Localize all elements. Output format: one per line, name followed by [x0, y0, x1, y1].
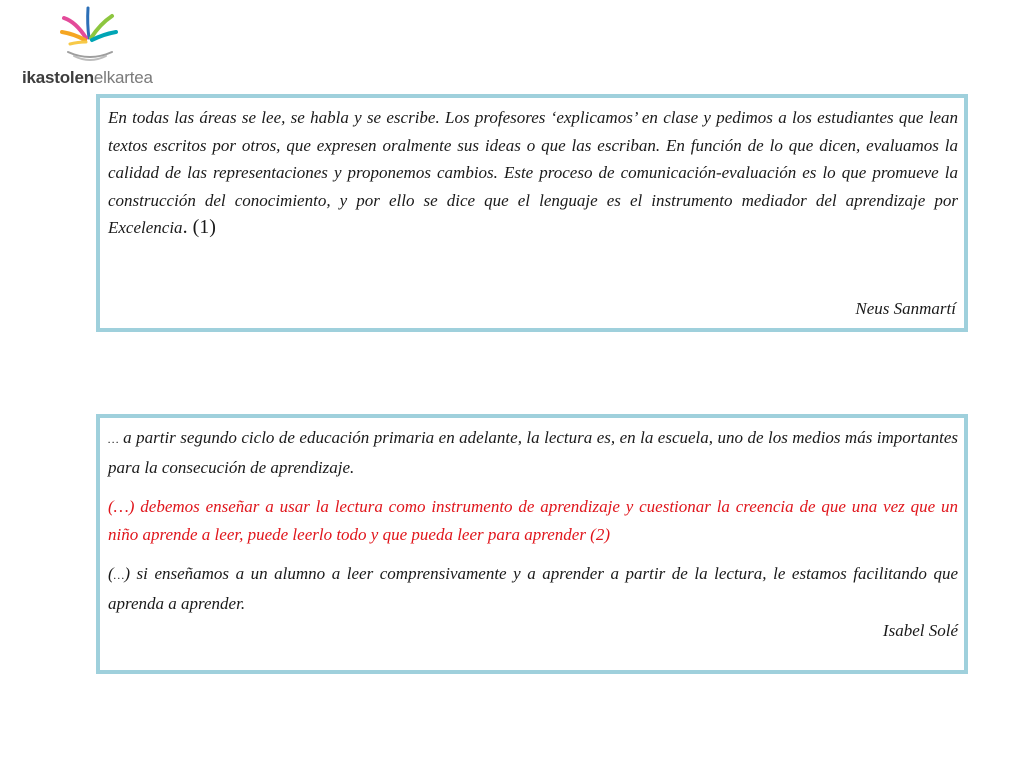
quote-paragraph-1 [108, 424, 958, 481]
paren-open: ( [108, 564, 114, 583]
quote-box-sanmarti [96, 94, 968, 332]
paragraph-text: ) si enseñamos a un alumno a leer comprensivamente y a aprender a partir de la lectura, le estamos facilitando que aprenda a aprender. [108, 564, 958, 613]
reference-marker: . (1) [182, 216, 216, 238]
quote-paragraph-2-highlight: (…) debemos enseñar a usar la lectura como instrumento de aprendizaje y cuestionar la creencia de que una vez que un niño aprende a leer, puede leerlo todo y que pueda leer para aprender (2) [108, 497, 958, 544]
logo-flower-icon [60, 4, 120, 66]
ellipsis-mark: … [108, 432, 119, 446]
quote-paragraph-3 [108, 560, 958, 617]
quote-author: Neus Sanmartí [855, 298, 956, 318]
logo-text-light: elkartea [93, 68, 153, 87]
ellipsis-mark: … [113, 568, 125, 582]
quote-box-sole [96, 414, 968, 674]
ikastolen-elkartea-logo [22, 4, 157, 92]
logo-text-bold: ikastolen [22, 68, 94, 87]
logo-wordmark [22, 68, 153, 88]
quote-paragraph [108, 104, 958, 242]
quote-author: Isabel Solé [882, 621, 958, 640]
quote-text: En todas las áreas se lee, se habla y se escribe. Los profesores ‘explicamos’ en clase y pedimos a los estudiantes que lean textos escritos por otros, que expresen oralmente sus ideas o que las escriban. En función de lo que dicen, evaluamos la calidad de las representaciones y proponemos cambios. Este proceso de comunicación-evaluación es lo que promueve la construcción del conocimiento, y por ello se dice que el lenguaje es el instrumento mediador del aprendizaje por Excelencia [108, 108, 958, 237]
paragraph-text: a partir segundo ciclo de educación primaria en adelante, la lectura es, en la escuela, uno de los medios más importantes para la consecución de aprendizaje. [108, 428, 958, 477]
